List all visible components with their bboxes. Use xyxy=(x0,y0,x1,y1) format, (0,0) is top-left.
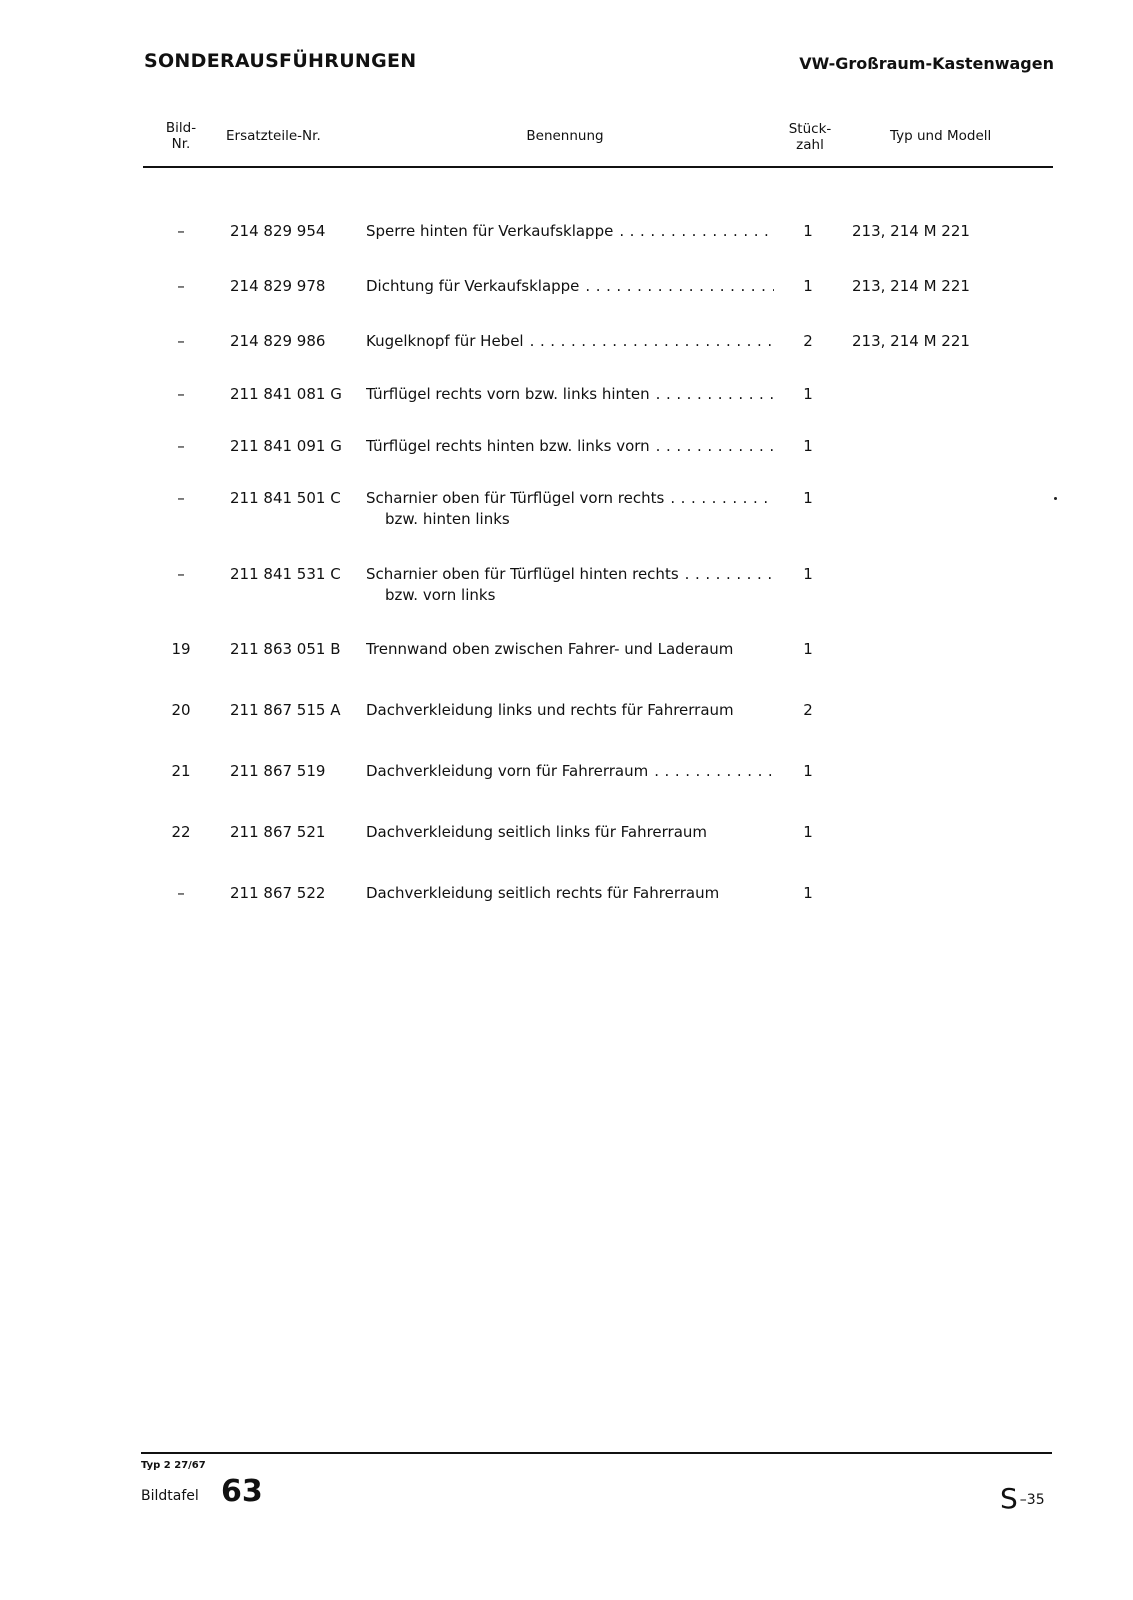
part-number: 211 841 091 G xyxy=(230,437,342,455)
bild-nr: 22 xyxy=(171,823,191,841)
quantity: 2 xyxy=(803,332,813,350)
quantity: 1 xyxy=(803,823,813,841)
quantity: 1 xyxy=(803,222,813,240)
bild-nr: 20 xyxy=(171,701,191,719)
footer-type: Typ 2 27/67 xyxy=(141,1460,206,1471)
part-name xyxy=(366,822,774,843)
quantity: 1 xyxy=(803,640,813,658)
page-subtitle: VW-Großraum-Kastenwagen xyxy=(799,54,1054,73)
part-name xyxy=(366,488,774,530)
part-number: 211 867 521 xyxy=(230,823,326,841)
quantity: 2 xyxy=(803,701,813,719)
col-header-bild: Bild- Nr. xyxy=(165,120,197,152)
bild-nr: – xyxy=(177,332,185,350)
bild-nr: – xyxy=(177,884,185,902)
footer-rule xyxy=(141,1452,1052,1454)
part-name-text: Scharnier oben für Türflügel vorn rechts xyxy=(366,489,665,507)
bild-nr: – xyxy=(177,385,185,403)
footer-bildtafel-number: 63 xyxy=(221,1474,263,1509)
part-name xyxy=(366,761,774,782)
bild-nr: – xyxy=(177,222,185,240)
part-name xyxy=(366,276,774,297)
part-name-continued: bzw. vorn links xyxy=(385,586,496,604)
dot-leader xyxy=(530,331,774,352)
col-header-qty: Stück- zahl xyxy=(788,121,832,153)
part-name xyxy=(366,883,774,904)
part-name xyxy=(366,564,774,606)
col-header-part: Ersatzteile-Nr. xyxy=(226,128,321,144)
part-name xyxy=(366,221,774,242)
part-name-text: Dachverkleidung seitlich rechts für Fahrerraum xyxy=(366,884,720,902)
part-name-text: Dichtung für Verkaufsklappe xyxy=(366,277,580,295)
bild-nr: 19 xyxy=(171,640,191,658)
part-name xyxy=(366,331,774,352)
part-number: 211 867 522 xyxy=(230,884,326,902)
col-header-type: Typ und Modell xyxy=(890,128,992,144)
part-name xyxy=(366,700,774,721)
part-name-text: Dachverkleidung links und rechts für Fahrerraum xyxy=(366,701,734,719)
part-number: 214 829 986 xyxy=(230,332,326,350)
part-name-text: Türflügel rechts hinten bzw. links vorn xyxy=(366,437,650,455)
type-model: 213, 214 M 221 xyxy=(852,277,970,295)
part-name xyxy=(366,436,774,457)
bild-nr: – xyxy=(177,437,185,455)
scan-speck xyxy=(1054,497,1057,500)
quantity: 1 xyxy=(803,489,813,507)
part-number: 214 829 978 xyxy=(230,277,326,295)
part-name xyxy=(366,639,774,660)
quantity: 1 xyxy=(803,884,813,902)
part-name-text: Sperre hinten für Verkaufsklappe xyxy=(366,222,614,240)
part-number: 211 841 081 G xyxy=(230,385,342,403)
dot-leader xyxy=(685,564,774,585)
col-header-name: Benennung xyxy=(526,128,604,144)
dot-leader xyxy=(656,384,774,405)
part-number: 211 841 501 C xyxy=(230,489,341,507)
part-number: 211 863 051 B xyxy=(230,640,341,658)
quantity: 1 xyxy=(803,437,813,455)
dot-leader xyxy=(670,488,774,509)
dot-leader xyxy=(654,761,774,782)
part-name-text: Kugelknopf für Hebel xyxy=(366,332,524,350)
quantity: 1 xyxy=(803,277,813,295)
part-name-text: Dachverkleidung vorn für Fahrerraum xyxy=(366,762,649,780)
dot-leader xyxy=(585,276,774,297)
type-model: 213, 214 M 221 xyxy=(852,332,970,350)
footer-page-number: S –35 xyxy=(1000,1482,1045,1515)
part-number: 214 829 954 xyxy=(230,222,326,240)
part-number: 211 867 515 A xyxy=(230,701,341,719)
bild-nr: 21 xyxy=(171,762,191,780)
type-model: 213, 214 M 221 xyxy=(852,222,970,240)
bild-nr: – xyxy=(177,277,185,295)
dot-leader xyxy=(619,221,774,242)
part-number: 211 841 531 C xyxy=(230,565,341,583)
part-name-text: Dachverkleidung seitlich links für Fahrerraum xyxy=(366,823,708,841)
quantity: 1 xyxy=(803,762,813,780)
bild-nr: – xyxy=(177,565,185,583)
page-title: SONDERAUSFÜHRUNGEN xyxy=(144,50,417,72)
part-name-text: Türflügel rechts vorn bzw. links hinten xyxy=(366,385,650,403)
part-number: 211 867 519 xyxy=(230,762,326,780)
part-name-text: Trennwand oben zwischen Fahrer- und Laderaum xyxy=(366,640,734,658)
part-name-text: Scharnier oben für Türflügel hinten rechts xyxy=(366,565,679,583)
part-name-continued: bzw. hinten links xyxy=(385,510,510,528)
bild-nr: – xyxy=(177,489,185,507)
dot-leader xyxy=(656,436,774,457)
part-name xyxy=(366,384,774,405)
quantity: 1 xyxy=(803,385,813,403)
footer-bildtafel-label: Bildtafel xyxy=(141,1488,199,1504)
header-rule xyxy=(143,166,1053,168)
quantity: 1 xyxy=(803,565,813,583)
